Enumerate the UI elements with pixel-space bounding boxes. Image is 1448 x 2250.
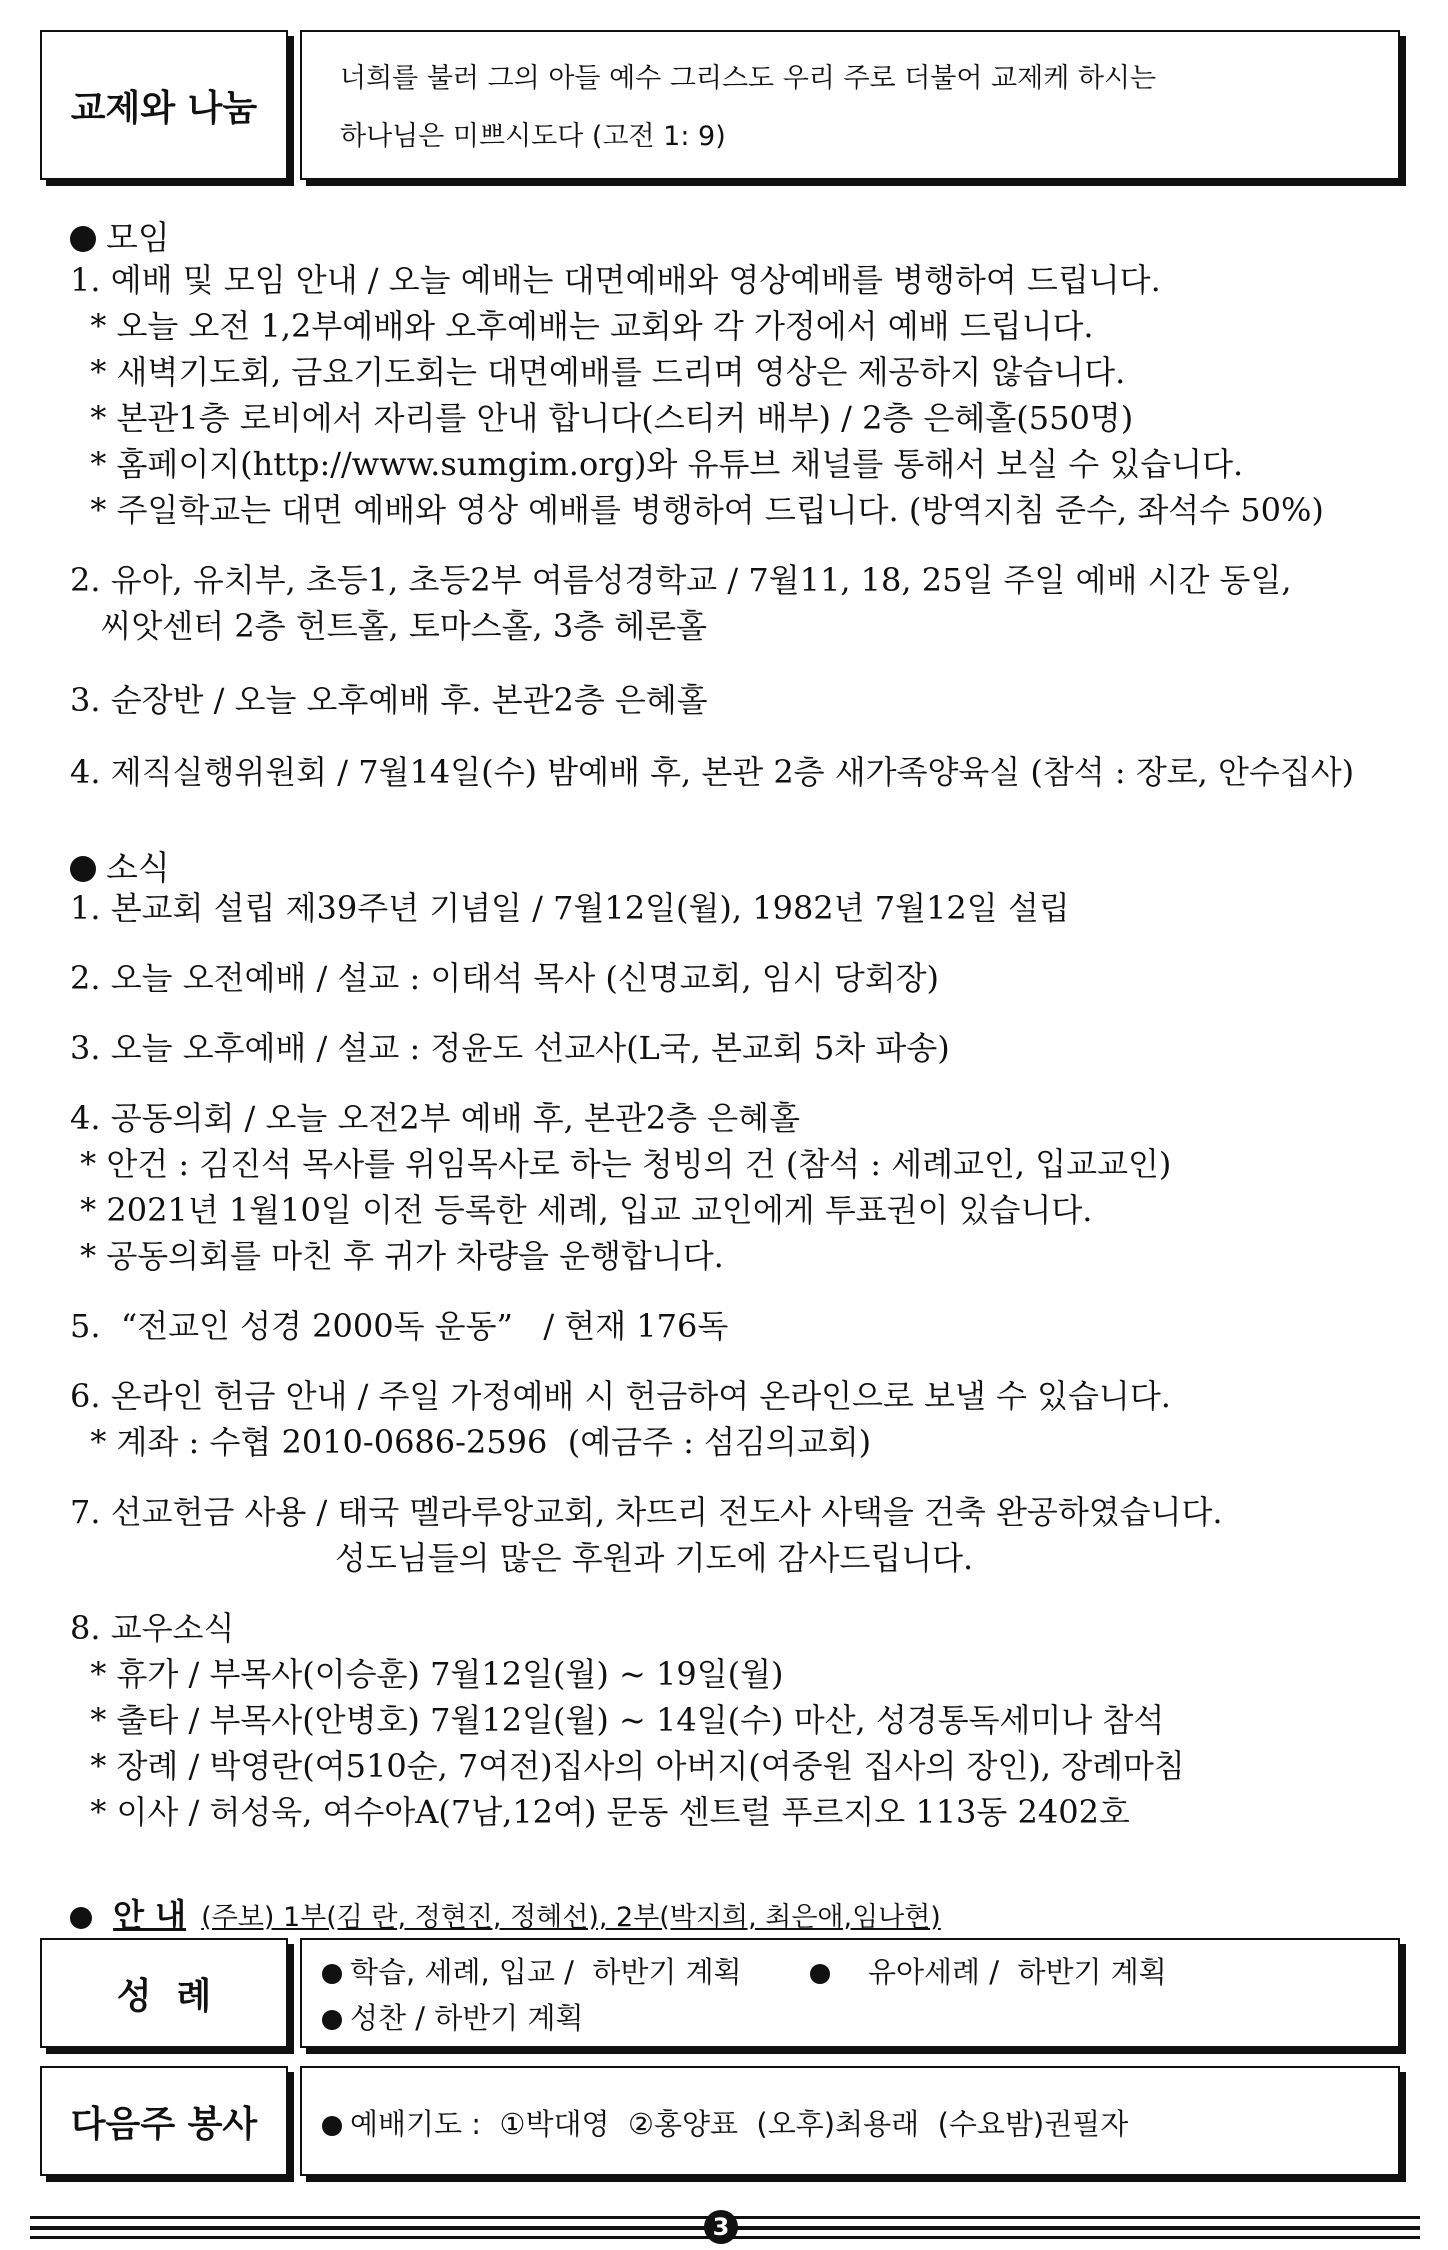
news-line: 1. 본교회 설립 제39주년 기념일 / 7월12일(월), 1982년 7월12일 설립 [70, 889, 1070, 927]
news-line: 6. 온라인 헌금 안내 / 주일 가정예배 시 헌금하여 온라인으로 보낼 수 있습니다. [70, 1377, 1171, 1415]
page-number: 3 [704, 2210, 738, 2244]
sacrament-item-3: 성찬 / 하반기 계획 [322, 1996, 584, 2037]
sacrament-item-2: 유아세례 / 하반기 계획 [810, 1950, 1167, 1991]
news-line: 성도님들의 많은 후원과 기도에 감사드립니다. [335, 1539, 974, 1577]
meeting-line: 3. 순장반 / 오늘 오후예배 후. 본관2층 은혜홀 [70, 681, 708, 719]
meeting-line: * 본관1층 로비에서 자리를 안내 합니다(스티커 배부) / 2층 은혜홀(550명) [70, 399, 1134, 437]
guide-text: (주보) 1부(김 란, 정현진, 정혜선), 2부(박지희, 최은애,임나현) [201, 1902, 941, 1933]
news-line: * 공동의회를 마친 후 귀가 차량을 운행합니다. [70, 1237, 724, 1275]
sacrament-item-1: 학습, 세례, 입교 / 하반기 계획 [322, 1950, 742, 1991]
next-week-content-box [300, 2066, 1400, 2176]
guide-heading: 안 내 [113, 1896, 187, 1934]
header-label: 교제와 나눔 [70, 87, 258, 129]
bullet-icon [70, 856, 96, 882]
sacrament-label: 성 례 [116, 1975, 212, 2017]
news-line: * 안건 : 김진석 목사를 위임목사로 하는 청빙의 건 (참석 : 세례교인, 입교교인) [70, 1145, 1172, 1183]
bullet-icon [70, 1907, 92, 1929]
meeting-line: 2. 유아, 유치부, 초등1, 초등2부 여름성경학교 / 7월11, 18, 25일 주일 예배 시간 동일, [70, 561, 1292, 599]
bullet-icon [70, 226, 96, 252]
next-week-label-box [40, 2066, 288, 2176]
news-line: * 출타 / 부목사(안병호) 7월12일(월) ~ 14일(수) 마산, 성경통독세미나 참석 [70, 1701, 1165, 1739]
news-line: 5. “전교인 성경 2000독 운동” / 현재 176독 [70, 1307, 729, 1345]
bullet-icon [322, 2010, 342, 2030]
header-label-box [40, 30, 288, 180]
verse-line-2: 하나님은 미쁘시도다 (고전 1: 9) [340, 121, 726, 152]
sacrament-label-box [40, 1938, 288, 2048]
sacrament-content-box [300, 1938, 1400, 2048]
meeting-line: 씨앗센터 2층 헌트홀, 토마스홀, 3층 헤론홀 [70, 607, 708, 645]
news-line: * 이사 / 허성욱, 여수아A(7남,12여) 문동 센트럴 푸르지오 113동 2402호 [70, 1793, 1130, 1831]
news-line: * 휴가 / 부목사(이승훈) 7월12일(월) ~ 19일(월) [70, 1655, 784, 1693]
verse-line-1: 너희를 불러 그의 아들 예수 그리스도 우리 주로 더불어 교제케 하시는 [340, 63, 1157, 94]
meeting-heading: 모임 [70, 212, 170, 259]
guide-row [70, 1890, 941, 1936]
meeting-line: 4. 제직실행위원회 / 7월14일(수) 밤예배 후, 본관 2층 새가족양육실 (참석 : 장로, 안수집사) [70, 753, 1355, 791]
bullet-icon [322, 1964, 342, 1984]
verse-box [300, 30, 1400, 180]
news-line: 3. 오늘 오후예배 / 설교 : 정윤도 선교사(L국, 본교회 5차 파송) [70, 1029, 950, 1067]
meeting-line: 1. 예배 및 모임 안내 / 오늘 예배는 대면예배와 영상예배를 병행하여 드립니다. [70, 261, 1161, 299]
meeting-line: * 주일학교는 대면 예배와 영상 예배를 병행하여 드립니다. (방역지침 준수, 좌석수 50%) [70, 491, 1324, 529]
news-line: 2. 오늘 오전예배 / 설교 : 이태석 목사 (신명교회, 임시 당회장) [70, 959, 940, 997]
news-line: * 장례 / 박영란(여510순, 7여전)집사의 아버지(여중원 집사의 장인), 장례마침 [70, 1747, 1185, 1785]
next-week-item: 예배기도 : ①박대영 ②홍양표 (오후)최용래 (수요밤)권필자 [322, 2102, 1128, 2143]
news-line: 7. 선교헌금 사용 / 태국 멜라루앙교회, 차뜨리 전도사 사택을 건축 완공하였습니다. [70, 1493, 1223, 1531]
meeting-line: * 홈페이지(http://www.sumgim.org)와 유튜브 채널를 통해서 보실 수 있습니다. [70, 445, 1244, 483]
news-line: 4. 공동의회 / 오늘 오전2부 예배 후, 본관2층 은혜홀 [70, 1099, 800, 1137]
bullet-icon [810, 1964, 830, 1984]
news-line: * 계좌 : 수협 2010-0686-2596 (예금주 : 섬김의교회) [70, 1423, 872, 1461]
news-line: * 2021년 1월10일 이전 등록한 세례, 입교 교인에게 투표권이 있습니다. [70, 1191, 1093, 1229]
news-line: 8. 교우소식 [70, 1609, 235, 1647]
meeting-line: * 오늘 오전 1,2부예배와 오후예배는 교회와 각 가정에서 예배 드립니다. [70, 307, 1094, 345]
news-heading: 소식 [70, 842, 170, 889]
next-week-label: 다음주 봉사 [70, 2103, 258, 2145]
meeting-line: * 새벽기도회, 금요기도회는 대면예배를 드리며 영상은 제공하지 않습니다. [70, 353, 1126, 391]
bullet-icon [322, 2116, 342, 2136]
